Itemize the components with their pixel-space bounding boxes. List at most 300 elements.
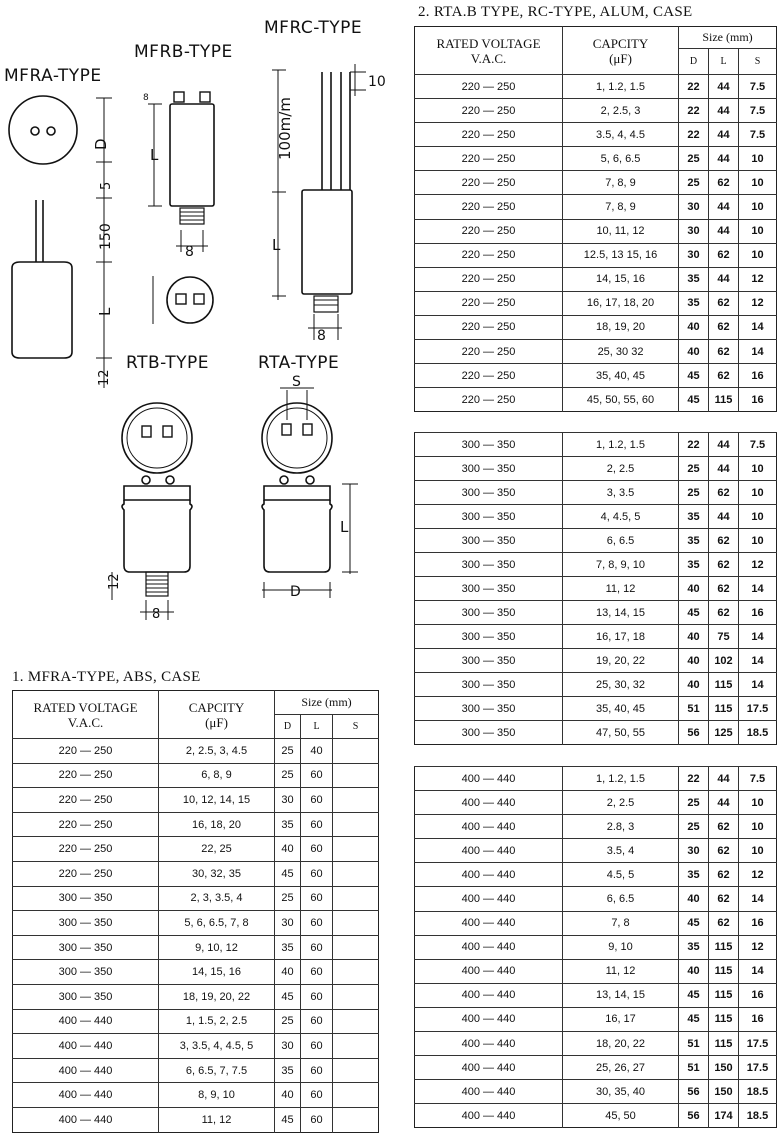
cell-l: 62 (709, 863, 739, 887)
table-row (415, 75, 777, 99)
cell-s: 18.5 (739, 1080, 777, 1104)
cell-voltage: 220 — 250 (415, 195, 563, 219)
cell-l: 44 (709, 433, 739, 457)
cell-capacity: 7, 8, 9, 10 (563, 553, 679, 577)
table1-title: 1. MFRA-TYPE, ABS, CASE (12, 669, 201, 685)
cell-d: 35 (679, 291, 709, 315)
table-row (415, 195, 777, 219)
cell-s: 12 (739, 267, 777, 291)
cell-l: 60 (301, 886, 333, 911)
cell-d: 40 (679, 340, 709, 364)
table-row (415, 433, 777, 457)
cell-l: 115 (709, 983, 739, 1007)
cell-capacity: 1, 1.2, 1.5 (563, 75, 679, 99)
table-row (13, 812, 379, 837)
cell-capacity: 14, 15, 16 (563, 267, 679, 291)
cell-voltage: 300 — 350 (415, 433, 563, 457)
table-row (415, 291, 777, 315)
mfra-dim-5: 5 (99, 181, 114, 190)
table-row (13, 1009, 379, 1034)
table-row (415, 935, 777, 959)
table-row (13, 763, 379, 788)
cell-capacity: 6, 6.5 (563, 887, 679, 911)
cell-s: 18.5 (739, 721, 777, 745)
cell-voltage: 300 — 350 (415, 601, 563, 625)
cell-l: 60 (301, 788, 333, 813)
table2-group-400-440 (414, 766, 777, 1128)
t1-header-s: S (333, 715, 379, 739)
table-row (415, 243, 777, 267)
cell-d: 22 (679, 75, 709, 99)
cell-voltage: 220 — 250 (415, 315, 563, 339)
cell-voltage: 300 — 350 (415, 577, 563, 601)
cell-s: 10 (739, 481, 777, 505)
cell-l: 102 (709, 649, 739, 673)
cell-capacity: 2, 3, 3.5, 4 (159, 886, 275, 911)
table-row (415, 529, 777, 553)
cell-l: 44 (709, 99, 739, 123)
cell-s (333, 1009, 379, 1034)
table-row (13, 861, 379, 886)
cell-voltage: 300 — 350 (13, 886, 159, 911)
table-row (415, 863, 777, 887)
table-row (415, 364, 777, 388)
mfrc-type-label: MFRC-TYPE (264, 18, 363, 38)
cell-capacity: 11, 12 (159, 1107, 275, 1132)
mfrc-dim-8: 8 (317, 328, 326, 344)
cell-l: 125 (709, 721, 739, 745)
cell-voltage: 300 — 350 (415, 721, 563, 745)
cell-d: 30 (275, 911, 301, 936)
table-row (415, 625, 777, 649)
cell-d: 56 (679, 721, 709, 745)
cell-s (333, 812, 379, 837)
cell-l: 60 (301, 984, 333, 1009)
cell-d: 30 (275, 1034, 301, 1059)
cell-s: 10 (739, 505, 777, 529)
cell-s: 16 (739, 983, 777, 1007)
capacitor-drawings (0, 0, 410, 660)
rta-body (262, 500, 332, 572)
cell-capacity: 6, 6.5 (563, 529, 679, 553)
cell-s: 10 (739, 791, 777, 815)
mfrb-dim-8: 8 (143, 93, 149, 103)
cell-voltage: 220 — 250 (415, 364, 563, 388)
cell-l: 44 (709, 75, 739, 99)
cell-s: 10 (739, 219, 777, 243)
cell-capacity: 6, 8, 9 (159, 763, 275, 788)
cell-voltage: 400 — 440 (415, 935, 563, 959)
cell-l: 44 (709, 505, 739, 529)
table-row (415, 505, 777, 529)
cell-l: 62 (709, 887, 739, 911)
cell-capacity: 11, 12 (563, 959, 679, 983)
cell-voltage: 300 — 350 (415, 649, 563, 673)
rta-top-view (262, 403, 332, 473)
cell-d: 35 (679, 505, 709, 529)
cell-l: 44 (709, 147, 739, 171)
cell-d: 22 (679, 767, 709, 791)
cell-l: 60 (301, 935, 333, 960)
table-row (415, 1007, 777, 1031)
cell-s: 12 (739, 863, 777, 887)
cell-voltage: 220 — 250 (415, 123, 563, 147)
cell-d: 30 (679, 195, 709, 219)
cell-d: 22 (679, 99, 709, 123)
cell-d: 35 (679, 553, 709, 577)
cell-l: 44 (709, 791, 739, 815)
cell-voltage: 400 — 440 (415, 815, 563, 839)
mfrc-body (302, 190, 352, 294)
cell-s (333, 984, 379, 1009)
cell-capacity: 7, 8, 9 (563, 195, 679, 219)
cell-capacity: 22, 25 (159, 837, 275, 862)
cell-voltage: 300 — 350 (415, 529, 563, 553)
cell-d: 30 (679, 219, 709, 243)
table-row (415, 388, 777, 412)
cell-voltage: 300 — 350 (415, 673, 563, 697)
cell-capacity: 7, 8 (563, 911, 679, 935)
t2-header-size: Size (mm) (679, 27, 777, 49)
cell-voltage: 400 — 440 (415, 1080, 563, 1104)
cell-capacity: 2, 2.5, 3, 4.5 (159, 739, 275, 764)
mfrb-body (170, 104, 214, 206)
cell-voltage: 400 — 440 (415, 1007, 563, 1031)
cell-s: 14 (739, 887, 777, 911)
cell-l: 115 (709, 673, 739, 697)
cell-l: 62 (709, 364, 739, 388)
table-row (13, 788, 379, 813)
table-row (13, 837, 379, 862)
cell-d: 35 (679, 529, 709, 553)
cell-capacity: 10, 11, 12 (563, 219, 679, 243)
cell-d: 45 (275, 1107, 301, 1132)
cell-d: 51 (679, 1032, 709, 1056)
table-row (415, 147, 777, 171)
t2-header-l: L (709, 49, 739, 75)
cell-l: 62 (709, 171, 739, 195)
table-row (415, 1080, 777, 1104)
cell-l: 115 (709, 935, 739, 959)
cell-voltage: 220 — 250 (415, 388, 563, 412)
rta-dim-l: L (340, 518, 349, 536)
cell-l: 62 (709, 601, 739, 625)
cell-s (333, 739, 379, 764)
cell-l: 115 (709, 697, 739, 721)
cell-d: 45 (679, 388, 709, 412)
mfrb-dim-8-bottom: 8 (185, 244, 194, 260)
cell-l: 60 (301, 812, 333, 837)
cell-s (333, 886, 379, 911)
t2-header-d: D (679, 49, 709, 75)
cell-l: 62 (709, 577, 739, 601)
cell-l: 62 (709, 315, 739, 339)
cell-capacity: 10, 12, 14, 15 (159, 788, 275, 813)
cell-capacity: 2, 2.5 (563, 791, 679, 815)
cell-s: 17.5 (739, 1032, 777, 1056)
cell-s (333, 788, 379, 813)
cell-d: 30 (679, 839, 709, 863)
cell-d: 35 (679, 863, 709, 887)
cell-capacity: 3, 3.5 (563, 481, 679, 505)
cell-d: 35 (679, 935, 709, 959)
cell-voltage: 300 — 350 (13, 911, 159, 936)
mfrb-bottom-view (167, 277, 213, 323)
cell-capacity: 12.5, 13 15, 16 (563, 243, 679, 267)
t1-header-capacity: CAPCITY (μF) (159, 691, 275, 739)
cell-d: 45 (275, 984, 301, 1009)
cell-voltage: 400 — 440 (415, 1032, 563, 1056)
table-row (13, 739, 379, 764)
cell-l: 60 (301, 911, 333, 936)
mfra-body (12, 262, 72, 358)
cell-voltage: 300 — 350 (415, 697, 563, 721)
cell-voltage: 300 — 350 (13, 960, 159, 985)
cell-capacity: 3, 3.5, 4, 4.5, 5 (159, 1034, 275, 1059)
cell-s: 14 (739, 649, 777, 673)
cell-d: 40 (679, 649, 709, 673)
table-row (415, 577, 777, 601)
table2-title: 2. RTA.B TYPE, RC-TYPE, ALUM, CASE (418, 4, 693, 20)
cell-s (333, 911, 379, 936)
table-row (13, 1034, 379, 1059)
cell-capacity: 7, 8, 9 (563, 171, 679, 195)
cell-capacity: 25, 26, 27 (563, 1056, 679, 1080)
cell-d: 25 (275, 739, 301, 764)
cell-voltage: 220 — 250 (13, 788, 159, 813)
cell-capacity: 2, 2.5, 3 (563, 99, 679, 123)
cell-d: 35 (275, 935, 301, 960)
table-row (13, 935, 379, 960)
cell-s: 7.5 (739, 123, 777, 147)
cell-l: 115 (709, 388, 739, 412)
cell-voltage: 220 — 250 (415, 171, 563, 195)
cell-s: 10 (739, 529, 777, 553)
cell-d: 40 (275, 1083, 301, 1108)
table2-group-300-350 (414, 432, 777, 745)
cell-s: 14 (739, 959, 777, 983)
cell-voltage: 300 — 350 (13, 935, 159, 960)
cell-d: 45 (679, 1007, 709, 1031)
cell-capacity: 18, 20, 22 (563, 1032, 679, 1056)
table-row (415, 1032, 777, 1056)
cell-capacity: 13, 14, 15 (563, 983, 679, 1007)
rta-type-label: RTA-TYPE (258, 353, 340, 373)
cell-d: 40 (679, 673, 709, 697)
cell-s: 10 (739, 171, 777, 195)
cell-voltage: 300 — 350 (415, 553, 563, 577)
rtb-dim-12: 12 (107, 573, 122, 590)
cell-s: 12 (739, 935, 777, 959)
cell-l: 62 (709, 291, 739, 315)
cell-l: 62 (709, 553, 739, 577)
table-row (415, 267, 777, 291)
cell-s: 14 (739, 315, 777, 339)
cell-d: 25 (679, 147, 709, 171)
rtb-body (122, 500, 192, 572)
cell-s: 10 (739, 195, 777, 219)
cell-voltage: 300 — 350 (415, 625, 563, 649)
cell-l: 60 (301, 1034, 333, 1059)
mfra-dim-12: 12 (97, 369, 112, 386)
cell-voltage: 400 — 440 (13, 1107, 159, 1132)
cell-l: 44 (709, 219, 739, 243)
t1-header-voltage: RATED VOLTAGE V.A.C. (33, 699, 138, 730)
table-row (415, 839, 777, 863)
mfrb-type-label: MFRB-TYPE (134, 42, 233, 62)
table-row (415, 219, 777, 243)
cell-capacity: 18, 19, 20 (563, 315, 679, 339)
cell-d: 45 (679, 911, 709, 935)
cell-voltage: 220 — 250 (415, 291, 563, 315)
table-row (415, 123, 777, 147)
cell-d: 40 (679, 315, 709, 339)
cell-s: 17.5 (739, 697, 777, 721)
cell-s (333, 960, 379, 985)
table-row (415, 99, 777, 123)
cell-voltage: 300 — 350 (415, 481, 563, 505)
cell-voltage: 300 — 350 (415, 505, 563, 529)
mfra-type-label: MFRA-TYPE (4, 66, 102, 86)
t1-header-l: L (301, 715, 333, 739)
cell-s: 7.5 (739, 99, 777, 123)
cell-d: 25 (275, 886, 301, 911)
cell-s (333, 763, 379, 788)
cell-capacity: 2, 2.5 (563, 457, 679, 481)
t2-header-capacity: CAPCITY (μF) (563, 27, 679, 75)
table-row (13, 1058, 379, 1083)
cell-capacity: 16, 17 (563, 1007, 679, 1031)
cell-voltage: 400 — 440 (415, 887, 563, 911)
rta-dim-d: D (290, 584, 301, 600)
cell-l: 174 (709, 1104, 739, 1128)
table-row (415, 721, 777, 745)
cell-d: 35 (679, 267, 709, 291)
cell-capacity: 16, 17, 18, 20 (563, 291, 679, 315)
cell-d: 40 (275, 837, 301, 862)
cell-l: 75 (709, 625, 739, 649)
cell-voltage: 400 — 440 (415, 959, 563, 983)
cell-l: 60 (301, 1083, 333, 1108)
cell-capacity: 6, 6.5, 7, 7.5 (159, 1058, 275, 1083)
cell-s (333, 1083, 379, 1108)
cell-voltage: 400 — 440 (13, 1034, 159, 1059)
cell-voltage: 400 — 440 (415, 863, 563, 887)
cell-s: 14 (739, 673, 777, 697)
cell-voltage: 220 — 250 (415, 267, 563, 291)
cell-s: 7.5 (739, 75, 777, 99)
cell-s: 10 (739, 839, 777, 863)
cell-capacity: 25, 30, 32 (563, 673, 679, 697)
cell-s: 18.5 (739, 1104, 777, 1128)
cell-l: 62 (709, 839, 739, 863)
cell-capacity: 1, 1.5, 2, 2.5 (159, 1009, 275, 1034)
table-row (415, 911, 777, 935)
cell-capacity: 16, 17, 18 (563, 625, 679, 649)
cell-voltage: 220 — 250 (415, 219, 563, 243)
table2-rta-rtb (414, 26, 777, 412)
cell-s: 16 (739, 388, 777, 412)
cell-l: 44 (709, 267, 739, 291)
table-row (415, 601, 777, 625)
cell-voltage: 220 — 250 (415, 75, 563, 99)
table-row (415, 767, 777, 791)
cell-s (333, 861, 379, 886)
cell-capacity: 30, 32, 35 (159, 861, 275, 886)
cell-voltage: 220 — 250 (13, 861, 159, 886)
table-row (415, 457, 777, 481)
cell-s: 7.5 (739, 767, 777, 791)
cell-capacity: 3.5, 4, 4.5 (563, 123, 679, 147)
cell-s (333, 837, 379, 862)
cell-voltage: 400 — 440 (415, 911, 563, 935)
table-row (415, 553, 777, 577)
cell-d: 25 (679, 171, 709, 195)
cell-capacity: 13, 14, 15 (563, 601, 679, 625)
cell-voltage: 220 — 250 (13, 739, 159, 764)
cell-d: 40 (679, 959, 709, 983)
cell-s: 14 (739, 625, 777, 649)
cell-capacity: 18, 19, 20, 22 (159, 984, 275, 1009)
cell-capacity: 1, 1.2, 1.5 (563, 433, 679, 457)
cell-d: 25 (679, 481, 709, 505)
cell-l: 44 (709, 457, 739, 481)
mfra-dim-d: D (92, 138, 110, 150)
cell-l: 150 (709, 1080, 739, 1104)
cell-d: 25 (275, 1009, 301, 1034)
table-row (415, 983, 777, 1007)
cell-d: 45 (679, 983, 709, 1007)
cell-l: 60 (301, 837, 333, 862)
cell-l: 62 (709, 481, 739, 505)
cell-voltage: 300 — 350 (13, 984, 159, 1009)
t2-header-s: S (739, 49, 777, 75)
cell-l: 44 (709, 767, 739, 791)
t1-header-size: Size (mm) (275, 691, 379, 715)
cell-voltage: 220 — 250 (13, 812, 159, 837)
cell-l: 115 (709, 1032, 739, 1056)
cell-capacity: 25, 30 32 (563, 340, 679, 364)
cell-d: 40 (275, 960, 301, 985)
cell-l: 60 (301, 960, 333, 985)
cell-l: 62 (709, 911, 739, 935)
cell-capacity: 1, 1.2, 1.5 (563, 767, 679, 791)
rtb-top-view (122, 403, 192, 473)
t2-header-voltage: RATED VOLTAGE V.A.C. (436, 35, 541, 66)
cell-l: 40 (301, 739, 333, 764)
mfra-dim-150: 150 (98, 223, 114, 250)
cell-voltage: 400 — 440 (13, 1009, 159, 1034)
mfrc-dim-l: L (272, 236, 281, 254)
cell-s: 16 (739, 601, 777, 625)
cell-d: 56 (679, 1080, 709, 1104)
table-row (13, 1083, 379, 1108)
table-row (13, 1107, 379, 1132)
mfra-dim-l: L (96, 307, 114, 316)
cell-s: 7.5 (739, 433, 777, 457)
cell-capacity: 16, 18, 20 (159, 812, 275, 837)
cell-s: 16 (739, 364, 777, 388)
cell-d: 40 (679, 887, 709, 911)
cell-d: 45 (275, 861, 301, 886)
mfra-top-view (9, 96, 77, 164)
table-row (13, 960, 379, 985)
cell-s: 16 (739, 1007, 777, 1031)
cell-d: 22 (679, 123, 709, 147)
table-row (415, 697, 777, 721)
table-row (415, 340, 777, 364)
cell-capacity: 4.5, 5 (563, 863, 679, 887)
